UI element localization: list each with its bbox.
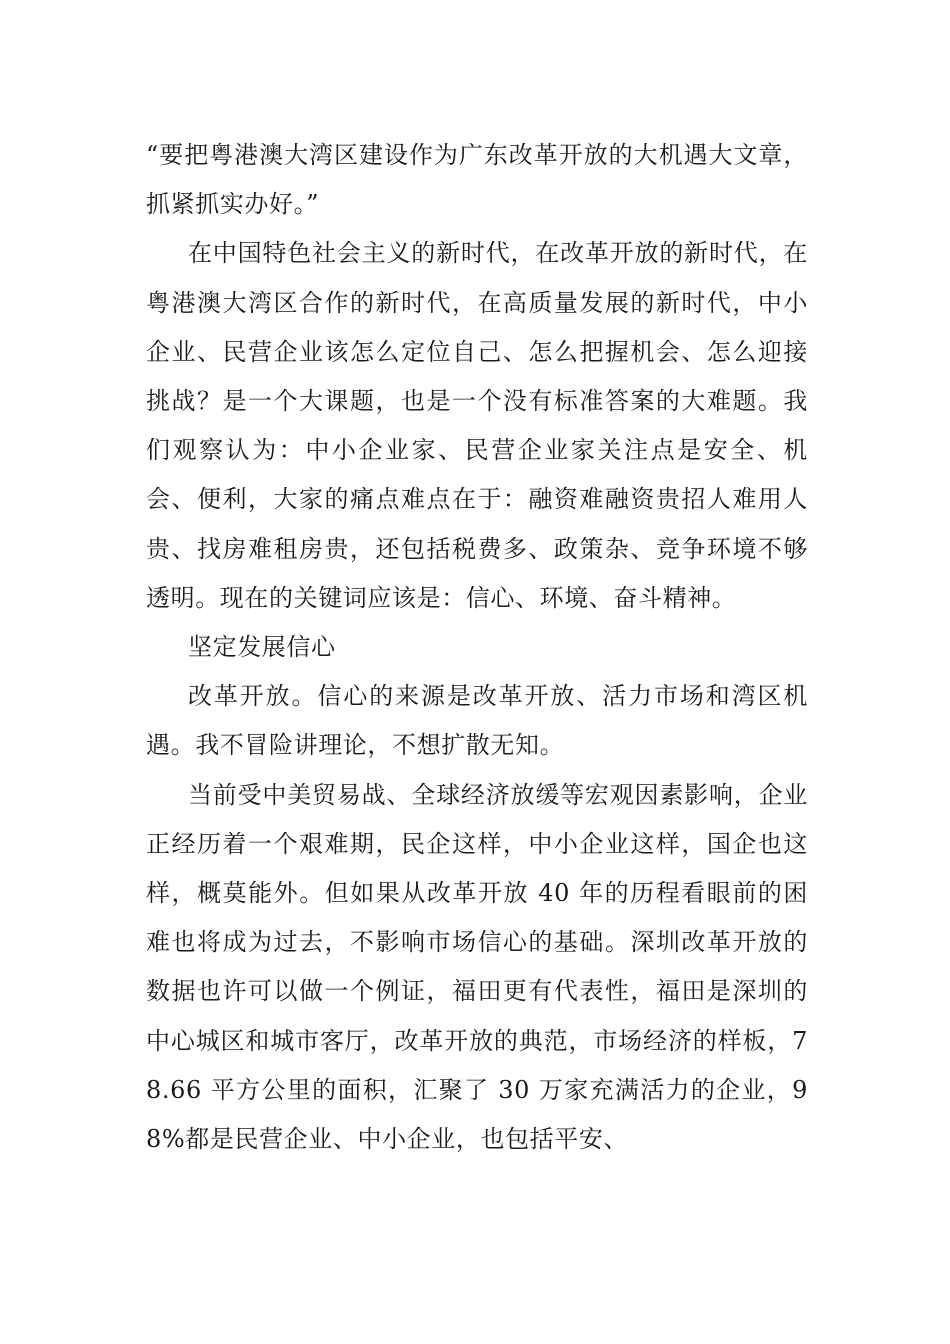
reform-paragraph: 改革开放。信心的来源是改革开放、活力市场和湾区机遇。我不冒险讲理论，不想扩散无知。 (146, 682, 808, 760)
quote-paragraph: “要把粤港澳大湾区建设作为广东改革开放的大机遇大文章，抓紧抓实办好。” (146, 141, 808, 219)
current-situation-paragraph: 当前受中美贸易战、全球经济放缓等宏观因素影响，企业正经历着一个艰难期，民企这样，中小企业这样，国企也这样，概莫能外。但如果从改革开放 40 年的历程看眼前的困难也将成为过去，不影响市场信心的基础。深圳改革开放的数据也许可以做一个例证，福田更有代表性，福田是深圳的中心城区和城市客厅，改革开放的典范，市场经济的样板，78.66 平方公里的面积，汇聚了 30 万家充满活力的企业，98%都是民营企业、中小企业，也包括平安、 (146, 780, 808, 1154)
section-heading: 坚定发展信心 (188, 633, 336, 662)
intro-paragraph: 在中国特色社会主义的新时代，在改革开放的新时代，在粤港澳大湾区合作的新时代，在高质量发展的新时代，中小企业、民营企业该怎么定位自己、怎么把握机会、怎么迎接挑战？是一个大课题，也是一个没有标准答案的大难题。我们观察认为：中小企业家、民营企业家关注点是安全、机会、便利，大家的痛点难点在于：融资难融资贵招人难用人贵、找房难租房贵，还包括税费多、政策杂、竞争环境不够透明。现在的关键词应该是：信心、环境、奋斗精神。 (146, 239, 808, 612)
document-body (146, 131, 808, 1164)
